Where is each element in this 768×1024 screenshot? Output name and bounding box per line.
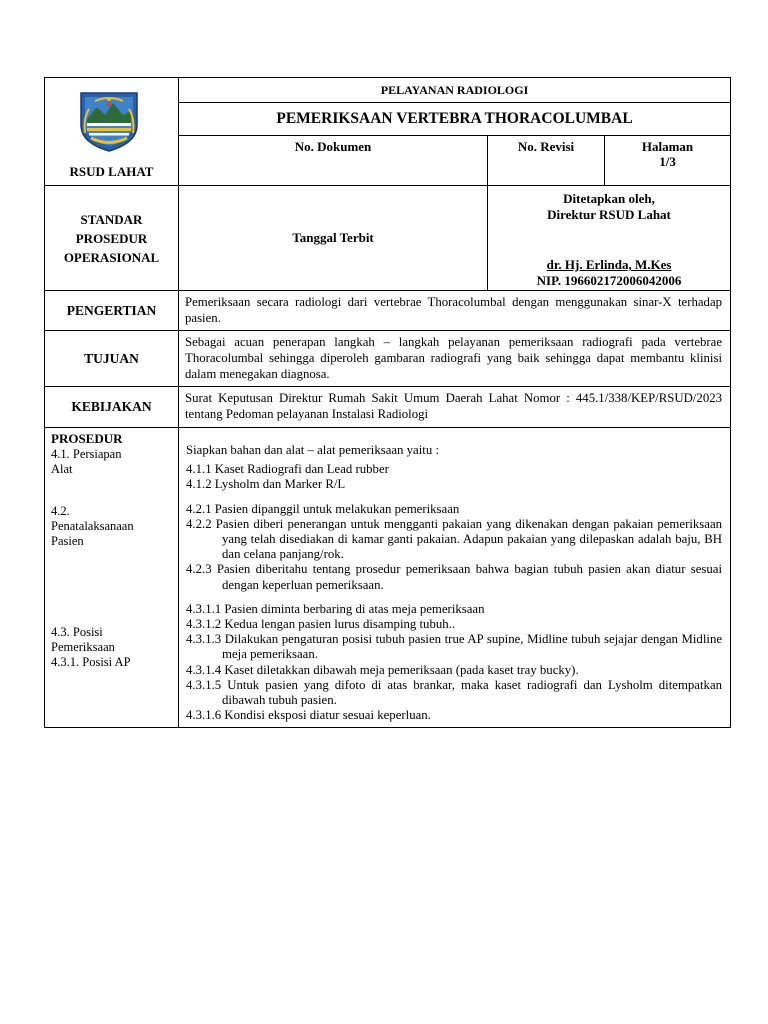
position-step: 4.3.1.1 Pasien diminta berbaring di atas meja pemeriksaan [186,601,485,616]
hospital-name: RSUD LAHAT [69,164,154,179]
position-step: 4.3.1.5 Untuk pasien yang difoto di atas brankar, maka kaset radiografi dan Lysholm ditempatkan dibawah tubuh pasien. [186,677,723,708]
revision-number-label: No. Revisi [488,136,605,186]
sop-label-line: STANDAR [80,212,143,227]
position-step: 4.3.1.4 Kaset diletakkan dibawah meja pemeriksaan (pada kaset tray bucky). [186,662,579,677]
patient-step: 4.2.1 Pasien dipanggil untuk melakukan pemeriksaan [186,501,460,516]
procedure-steps [179,428,731,728]
lahat-regency-logo [75,89,143,153]
document-title: PEMERIKSAAN VERTEBRA THORACOLUMBAL [179,103,731,136]
position-step: 4.3.1.6 Kondisi eksposi diatur sesuai keperluan. [186,708,431,723]
sop-document [44,77,730,728]
position-step: 4.3.1.2 Kedua lengan pasien lurus disamping tubuh.. [186,617,456,632]
page-label: Halaman [641,139,694,154]
procedure-intro: Siapkan bahan dan alat – alat pemeriksaan yaitu : [186,443,440,457]
service-title: PELAYANAN RADIOLOGI [179,78,731,103]
page-value: 1/3 [659,154,676,169]
policy-text: Surat Keputusan Direktur Rumah Sakit Umum Daerah Lahat Nomor : 445.1/338/KEP/RSUD/2023 tentang Pedoman pelayanan Instalasi Radiologi [179,387,731,428]
purpose-text: Sebagai acuan penerapan langkah – langkah pelayanan pemeriksaan radiografi pada vertebrae Thoracolumbal sehingga diperoleh gambaran radiografi yang baik sehingga dapat membantu klinisi dalam menegakan diagnosa. [179,331,731,387]
position-step: 4.3.1.3 Dilakukan pengaturan posisi tubuh pasien true AP supine, Midline tubuh sejajar dengan Midline meja pemeriksaan. [186,632,723,662]
hospital-logo-cell [45,78,179,186]
sop-label-line: PROSEDUR [75,231,148,246]
prep-item: 4.1.1 Kaset Radiografi dan Lead rubber [186,462,389,477]
sop-label-cell [45,186,179,291]
definition-label: PENGERTIAN [45,291,179,331]
purpose-label: TUJUAN [45,331,179,387]
patient-step: 4.2.3 Pasien diberitahu tentang prosedur pemeriksaan bahwa bagian tubuh pasien akan diatur sesuai dengan keperluan pemeriksaan. [186,562,723,592]
procedure-sidebar [45,428,179,728]
prep-item: 4.1.2 Lysholm dan Marker R/L [186,477,346,492]
procedure-step-4-3: 4.3. Posisi Pemeriksaan 4.3.1. Posisi AP [51,625,131,669]
policy-label: KEBIJAKAN [45,387,179,428]
definition-text: Pemeriksaan secara radiologi dari vertebrae Thoracolumbal dengan menggunakan sinar-X terhadap pasien. [179,291,731,331]
procedure-step-4-2: 4.2. Penatalaksanaan Pasien [51,504,134,548]
approval-block [488,186,731,291]
approver-nip: NIP. 196602172006042006 [536,273,682,288]
page-info [605,136,731,186]
procedure-step-4-1: 4.1. Persiapan Alat [51,447,122,476]
sop-label-line: OPERASIONAL [63,250,160,265]
approver-name: dr. Hj. Erlinda, M.Kes [546,257,672,272]
patient-step: 4.2.2 Pasien diberi penerangan untuk mengganti pakaian yang dikenakan dengan pakaian pemeriksaan yang telah disediakan di kamar ganti pakaian. Adapun pakaian yang dilepaskan adalah baju, BH dan celana panjang/rok. [186,516,723,562]
issue-date-label: Tanggal Terbit [179,186,488,291]
approver-position: Direktur RSUD Lahat [547,207,671,222]
approved-by: Ditetapkan oleh, [563,191,655,206]
procedure-title: PROSEDUR [51,431,123,446]
document-number-label: No. Dokumen [179,136,488,186]
sop-table [44,77,731,728]
